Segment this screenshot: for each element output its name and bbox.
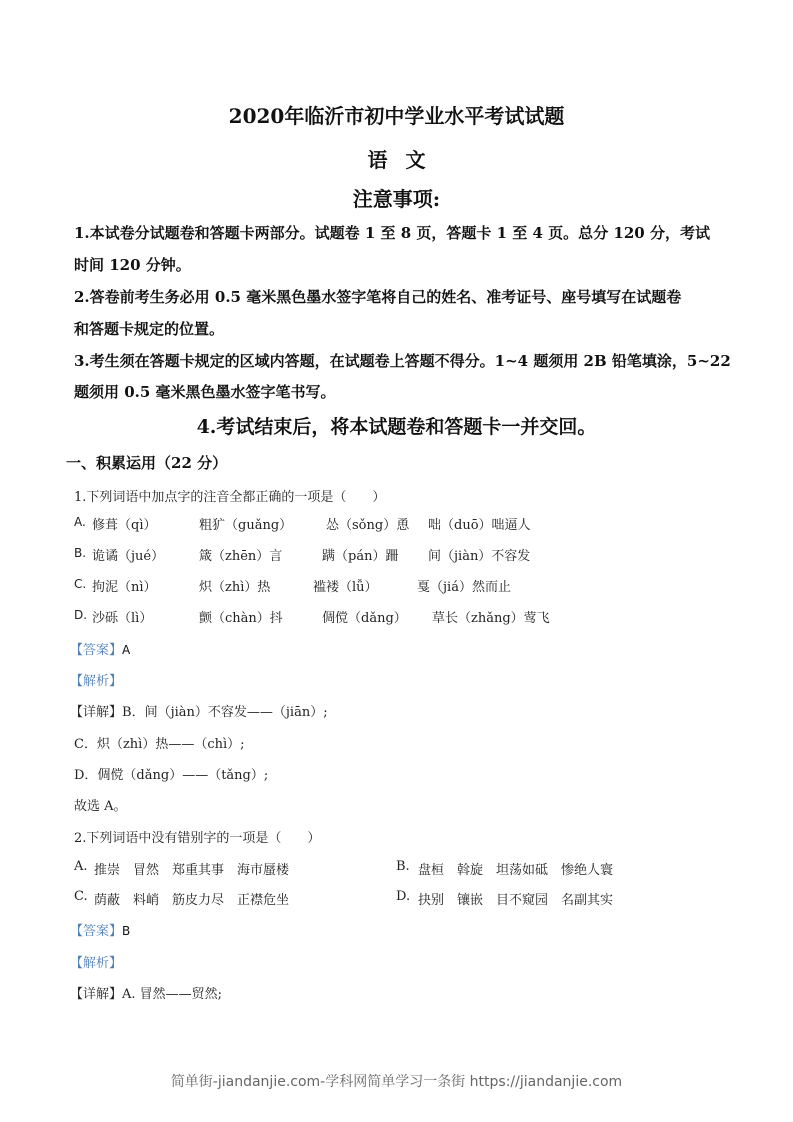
notice-2-line-2: 和答题卡规定的位置。: [74, 320, 225, 338]
notice-heading: 注意事项:: [352, 187, 441, 211]
option-label: A.: [74, 859, 88, 874]
option-item: 箴（zhēn）言: [199, 549, 283, 564]
subject-title: 语文: [367, 148, 444, 172]
option-label: B.: [396, 859, 410, 874]
notice-3-line-1: 3.考生须在答题卡规定的区域内答题，在试题卷上答题不得分。1~4 题须用 2B 铅笔填涂，5~22: [74, 352, 731, 370]
question-2-stem: 2.下列词语中没有错别字的一项是（ ）: [74, 831, 321, 846]
notice-1-line-2: 时间 120 分钟。: [74, 256, 191, 274]
detail-tag: 【详解】: [70, 705, 123, 720]
option-item: 戛（jiá）然而止: [417, 580, 511, 595]
option-item: 倜傥（dǎng）: [322, 611, 407, 626]
option-item: 炽（zhì）热: [199, 580, 271, 595]
question-2-answer: [70, 920, 130, 939]
option-label: C.: [74, 889, 88, 904]
option-item: 拘泥（nì）: [92, 580, 157, 595]
option-item: 褴褛（lǚ）: [313, 580, 378, 595]
notice-4: 4.考试结束后，将本试题卷和答题卡一并交回。: [196, 416, 597, 438]
detail-conclusion: 故选 A。: [74, 799, 127, 814]
answer-tag: 【答案】: [70, 643, 123, 658]
option-label: D.: [396, 889, 411, 904]
option-item: 诡谲（jué）: [92, 549, 165, 564]
option-text: 推崇 冒然 郑重其事 海市蜃楼: [94, 863, 290, 878]
option-label: D.: [74, 608, 88, 622]
section-heading: 一、积累运用（22 分）: [66, 454, 228, 472]
detail-line: B．间（jiàn）不容发——（jiān）;: [122, 705, 328, 720]
option-item: 颤（chàn）抖: [199, 611, 283, 626]
detail-tag: 【详解】: [70, 987, 123, 1002]
option-item: 咄（duō）咄逼人: [428, 518, 531, 533]
option-item: 沙砾（lì）: [92, 611, 153, 626]
detail-line: D．倜傥（dǎng）——（tǎng）;: [74, 768, 269, 783]
exam-title: 2020年临沂市初中学业水平考试试题: [228, 104, 565, 128]
option-label: A.: [74, 515, 86, 529]
answer-value: A: [122, 643, 131, 657]
answer-value: B: [122, 924, 131, 938]
question-1-stem: 1.下列词语中加点字的注音全都正确的一项是（ ）: [74, 490, 386, 505]
notice-2-line-1: 2.答卷前考生务必用 0.5 毫米黑色墨水签字笔将自己的姓名、准考证号、座号填写在试题卷: [74, 288, 682, 306]
option-text: 荫蔽 料峭 筋皮力尽 正襟危坐: [94, 893, 290, 908]
option-item: 草长（zhǎng）莺飞: [432, 611, 550, 626]
option-label: B.: [74, 546, 87, 560]
question-2-detail: [70, 983, 222, 1002]
option-item: 粗犷（guǎng）: [199, 518, 293, 533]
option-text: 盘桓 斡旋 坦荡如砥 惨绝人寰: [418, 863, 614, 878]
question-1-analysis-tag: 【解析】: [70, 674, 123, 689]
notice-3-line-2: 题须用 0.5 毫米黑色墨水签字笔书写。: [74, 383, 336, 401]
question-1-answer: [70, 639, 130, 658]
answer-tag: 【答案】: [70, 924, 123, 939]
option-item: 蹒（pán）跚: [322, 549, 399, 564]
notice-1-line-1: 1.本试卷分试题卷和答题卡两部分。试题卷 1 至 8 页，答题卡 1 至 4 页。总分 120 分，考试: [74, 224, 710, 242]
question-1-detail: [70, 701, 328, 720]
option-text: 抉别 镶嵌 目不窥园 名副其实: [418, 893, 614, 908]
option-item: 间（jiàn）不容发: [428, 549, 531, 564]
option-item: 怂（sǒng）恿: [326, 518, 410, 533]
question-2-analysis-tag: 【解析】: [70, 956, 123, 971]
option-label: C.: [74, 577, 87, 591]
option-item: 修葺（qì）: [92, 518, 157, 533]
detail-line: A. 冒然——贸然;: [122, 987, 223, 1002]
footer-watermark: 简单街-jiandanjie.com-学科网简单学习一条街 https://jiandanjie.com: [170, 1074, 623, 1090]
detail-line: C．炽（zhì）热——（chì）;: [74, 737, 245, 752]
